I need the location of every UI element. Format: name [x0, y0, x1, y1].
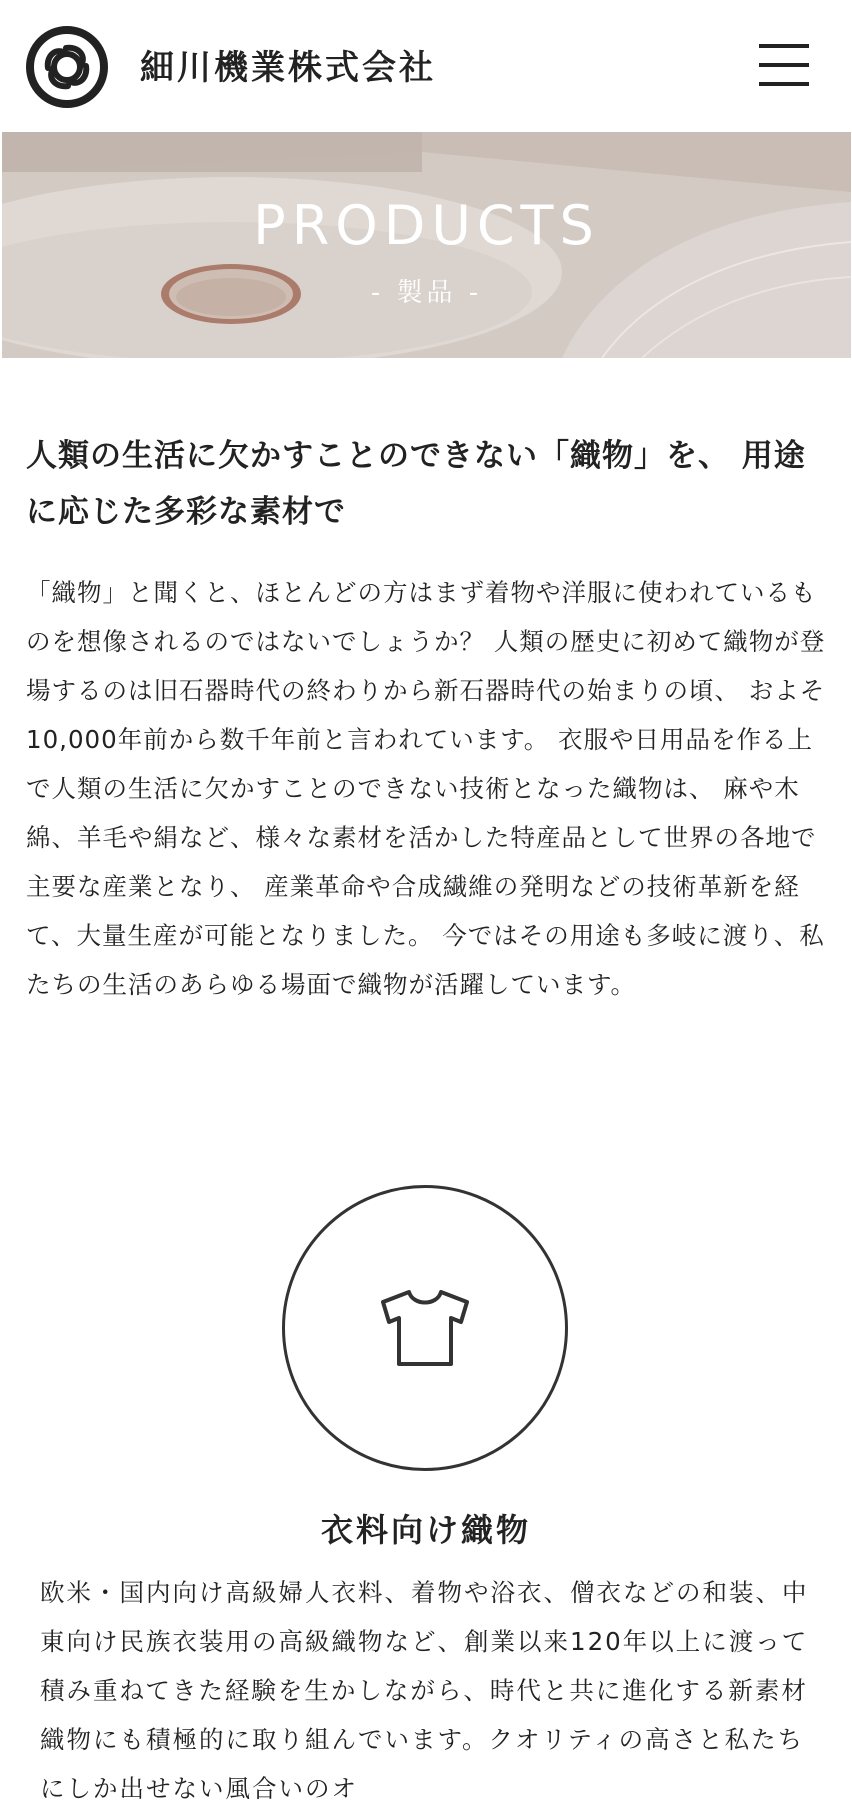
menu-bar: [759, 63, 809, 67]
intro-text: 「織物」と聞くと、ほとんどの方はまず着物や洋服に使われているものを想像されるのではないでしょうか？ 人類の歴史に初めて織物が登場するのは旧石器時代の終わりから新石器時代の始まりの頃、 およそ10,000年前から数千年前と言われています。 衣服や日用品を作る上で人類の生活に欠かすことのできない技術となった織物は、 麻や木綿、羊毛や絹など、様々な素材を活かした特産品として世界の各地で主要な産業となり、 産業革命や合成繊維の発明などの技術革新を経て、大量生産が可能となりました。 今ではその用途も多岐に渡り、私たちの生活のあらゆる場面で織物が活躍しています。: [26, 578, 826, 999]
menu-bar: [759, 44, 809, 48]
clothing-textiles-heading: 衣料向け織物: [320, 1511, 531, 1549]
hero-subtitle: - 製品 -: [370, 278, 483, 308]
site-header: [0, 0, 852, 132]
hero-banner: [2, 132, 851, 358]
menu-bar: [759, 82, 809, 86]
t-shirt-icon: [379, 1288, 471, 1368]
clothing-category-circle: [282, 1185, 568, 1471]
hamburger-menu-icon[interactable]: [755, 38, 813, 92]
clothing-textiles-text: 欧米・国内向け高級婦人衣料、着物や浴衣、僧衣などの和装、中東向け民族衣装用の高級織物など、創業以来120年以上に渡って積み重ねてきた経験を生かしながら、時代と共に進化する新素材織物にも積極的に取り組んでいます。クオリティの高さと私たちにしか出せない風合いのオ: [40, 1578, 809, 1803]
company-name[interactable]: 細川機業株式会社: [140, 48, 436, 88]
intro-heading: 人類の生活に欠かすことのできない「織物」を、 用途に応じた多彩な素材で: [26, 438, 806, 530]
circle-knot-logo-icon: [26, 26, 108, 108]
hero-title: PRODUCTS: [253, 194, 600, 257]
